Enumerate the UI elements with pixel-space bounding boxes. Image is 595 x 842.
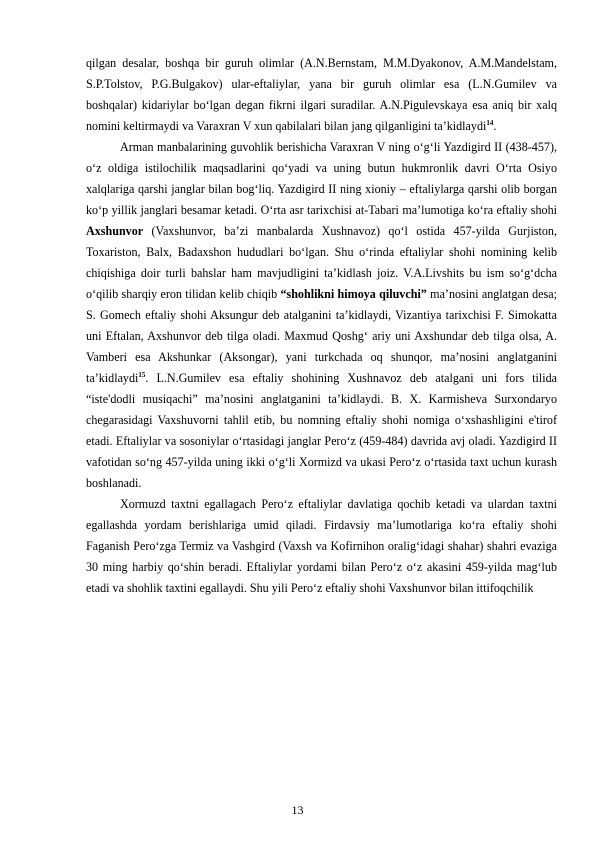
paragraph-text: (Vaxshunvor, ba’zi manbalarda Xushnavoz) qo‘l ostida 457-yilda Gurjiston, Toxariston, Balx, Badaxshon hududlari bo‘lgan. Shu o‘rinda eftaliylar shohi nomining kelib chiqishiga doir turli bahslar ham mavjudligini ta’kidlash joiz. V.A.Livshits bu ism so‘g‘dcha o‘qilib sharqiy eron tilidan kelib chiqib xyxy=(86,224,557,301)
paragraph xyxy=(86,494,557,599)
page-number: 13 xyxy=(291,803,304,817)
paragraph-text: . L.N.Gumilev esa eftaliy shohining Xushnavoz deb atalgani uni fors tilida “iste'dodli musiqachi” ma’nosini anglatganini ta’kidlaydi. B. X. Karmisheva Surxondaryo chegarasidagi Vaxshuvorni tahlil etib, bu nomning eftaliy shohi nomiga o‘xshashligini e'tirof etadi. Eftaliylar va sosoniylar o‘rtasidagi janglar Pero‘z (459-484) davrida avj oladi. Yazdigird II vafotidan so‘ng 457-yilda uning ikki o‘g‘li Xormizd va ukasi Pero‘z o‘rtasida taxt uchun kurash boshlanadi. xyxy=(86,371,557,490)
paragraph xyxy=(86,137,557,494)
paragraph-text: ma’nosini anglatgan desa; S. Gomech eftaliy shohi Aksungur deb atalganini ta’kidlaydi, Vizantiya tarixchisi F. Simokatta uni Eftalan, Axshunvor deb tilga oladi. Maxmud Qoshg‘ ariy uni Axshundar deb tilga olsa, A. Vamberi esa Akshunkar (Aksongar), yani turkchada oq shunqor, ma’nosini anglatganini ta’kidlaydi xyxy=(86,287,557,385)
document-body xyxy=(86,53,557,599)
emphasized-text: Axshunvor xyxy=(86,224,144,238)
paragraph-text: qilgan desalar, boshqa bir guruh olimlar (A.N.Bernstam, M.M.Dyakonov, A.M.Mandelstam, S.P.Tolstov, P.G.Bulgakov) ular-eftaliylar, yana bir guruh olimlar esa (L.N.Gumilev va boshqalar) kidariylar bo‘lgan degan fikrni ilgari suradilar. A.N.Pigulevskaya esa aniq bir xalq nomini keltirmaydi va Varaxran V xun qabilalari bilan jang qilganligini ta’kidlaydi xyxy=(86,56,557,133)
paragraph xyxy=(86,53,557,137)
emphasized-text: “shohlikni himoya qiluvchi” xyxy=(280,287,427,301)
paragraph-text: . xyxy=(493,119,497,133)
paragraph-text: Xormuzd taxtni egallagach Pero‘z eftaliylar davlatiga qochib ketadi va ulardan taxtni egallashda yordam berishlariga umid qiladi. Firdavsiy ma’lumotlariga ko‘ra eftaliy shohi Faganish Pero‘zga Termiz va Vashgird (Vaxsh va Kofirnihon oralig‘idagi shahar) shahri evaziga 30 ming harbiy qo‘shin beradi. Eftaliylar yordami bilan Pero‘z o‘z akasini 459-yilda mag‘lub etadi va shohlik taxtini egallaydi. Shu yili Pero‘z eftaliy shohi Vaxshunvor bilan ittifoqchilik xyxy=(86,497,557,595)
paragraph-text: Arman manbalarining guvohlik berishicha Varaxran V ning o‘g‘li Yazdigird II (438-457), o‘z oldiga istilochilik maqsadlarini qo‘yadi va uning butun hukmronlik davri O‘rta Osiyo xalqlariga qarshi janglar bilan bog‘liq. Yazdigird II ning xioniy – eftaliylarga qarshi olib borgan ko‘p yillik janglari besamar ketadi. O‘rta asr tarixchisi at-Tabari ma’lumotiga ko‘ra eftaliy shohi xyxy=(86,140,557,217)
footnote-reference: 14 xyxy=(486,118,494,127)
footnote-reference: 15 xyxy=(138,370,146,379)
